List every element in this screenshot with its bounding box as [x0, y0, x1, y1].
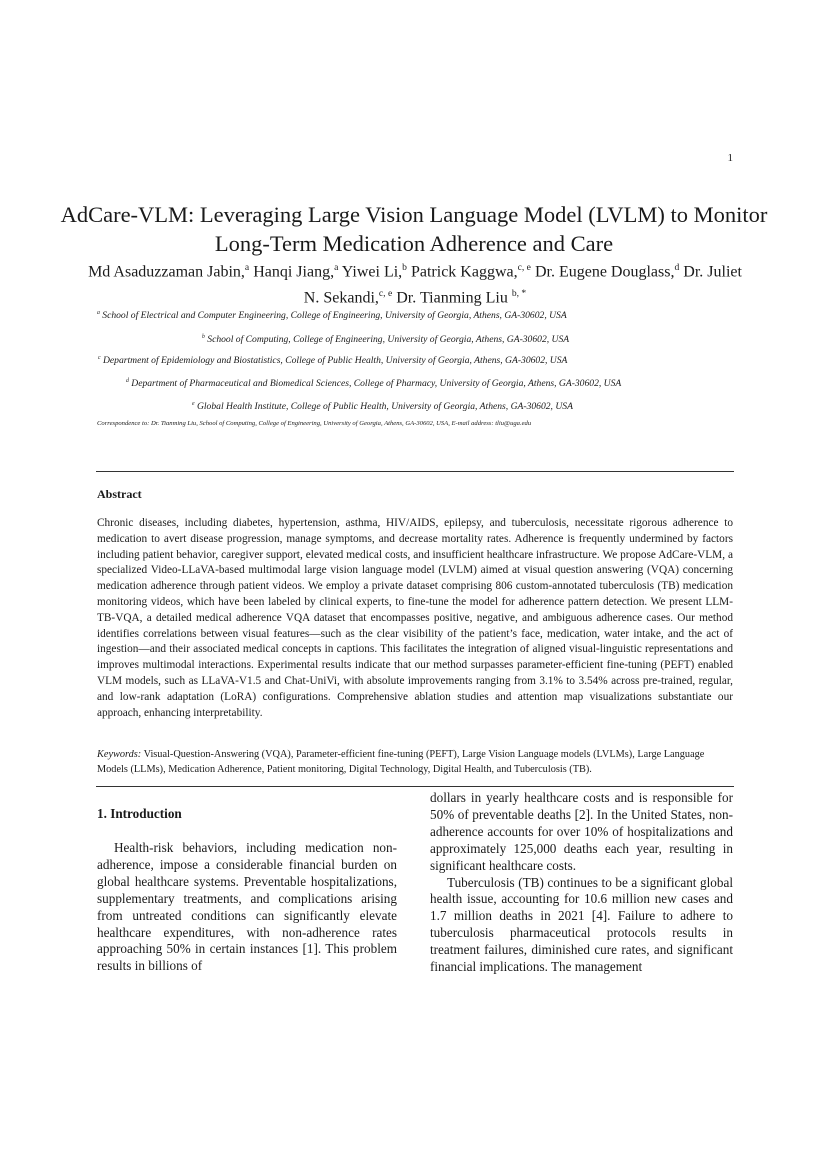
intro-paragraph: Tuberculosis (TB) continues to be a significant global health issue, accounting for 10.6 million new cases and 1.7 million deaths in 2021 [4]. Failure to adhere to tuberculosis pharmaceutical protocols results in treatment failures, diminished cure rates, and significant financial implications. The management — [430, 874, 733, 975]
affiliation — [192, 401, 573, 412]
author-name: Md Asaduzzaman Jabin, — [88, 263, 245, 281]
affiliation-mark: b — [202, 334, 205, 340]
keywords-text: Visual-Question-Answering (VQA), Parameter-efficient fine-tuning (PEFT), Large Vision Language models (LVLMs), Large Language Models (LLMs), Medication Adherence, Patient monitoring, Digital Technology, Digital Health, and Tuberculosis (TB). — [97, 749, 705, 775]
affiliation-text: School of Electrical and Computer Engineering, College of Engineering, University of Georgia, Athens, GA-30602, USA — [99, 310, 567, 322]
author-affiliation-mark: a — [334, 262, 339, 273]
affiliation-mark: e — [192, 401, 195, 407]
section-heading: 1. Introduction — [97, 806, 182, 821]
author-affiliation-mark: a — [244, 262, 250, 273]
author-affiliation-mark: c, e — [517, 262, 531, 273]
intro-right-column — [430, 790, 733, 976]
affiliation-mark: a — [97, 310, 100, 316]
author-name: Dr. Juliet N. Sekandi, — [303, 263, 742, 307]
affiliation — [97, 310, 567, 321]
paper-title: AdCare-VLM: Leveraging Large Vision Language Model (LVLM) to Monitor Long-Term Medication Adherence and Care — [60, 202, 768, 256]
author-name: Patrick Kaggwa, — [410, 263, 518, 281]
author-affiliation-mark: c, e — [378, 288, 393, 300]
intro-paragraph: dollars in yearly healthcare costs and is responsible for 50% of preventable deaths [2]. In the United States, non-adherence accounts for over 10% of hospitalizations and approximately 125,000 deaths each year, resulting in significant healthcare costs. — [430, 790, 733, 873]
keywords-label: Keywords: — [97, 749, 142, 760]
abstract-body: Chronic diseases, including diabetes, hypertension, asthma, HIV/AIDS, epilepsy, and tuberculosis, necessitate rigorous adherence to medication to avert disease progression, manage symptoms, and decrease mortality rates. Adherence is frequently undermined by factors including patient behavior, caregiver support, elevated medical costs, and insufficient healthcare infrastructure. We propose AdCare-VLM, a specialized Video-LLaVA-based multimodal large vision language model (LVLM) aimed at visual question answering (VQA) concerning medication adherence through patient videos. We employ a private dataset comprising 806 custom-annotated tuberculosis (TB) medication monitoring videos, which have been labeled by clinical experts, to fine-tune the model for adherence pattern detection. We present LLM-TB-VQA, a detailed medical adherence VQA dataset that encompasses positive, negative, and ambiguous adherence cases. Our method identifies correlations between visual features—such as the clear visibility of the patient’s face, medication, water intake, and the act of ingestion—and their associated medical concepts in captions. This facilitates the integration of aligned visual-linguistic representations and improves multimodal interactions. Experimental results indicate that our method surpasses parameter-efficient fine-tuning (PEFT) enabled VLM models, such as LLaVA-V1.5 and Chat-UniVi, with absolute improvements ranging from 3.1% to 3.54% across pre-trained, regular, and low-rank adaptation (LoRA) configurations. Comprehensive ablation studies and attention map visualizations substantiate our approach, enhancing interpretability. — [97, 517, 733, 719]
keywords — [97, 747, 733, 777]
intro-left-column: Health-risk behaviors, including medication non-adherence, impose a considerable financial burden on global healthcare systems. Preventable hospitalizations, supplementary treatments, and complications arising from untreated conditions can significantly elevate healthcare expenditures, with non-adherence rates approaching 50% in certain instances [1]. This problem results in billions of — [97, 840, 397, 974]
author-affiliation-mark: b — [402, 262, 407, 273]
affiliation — [126, 378, 621, 389]
affiliation-text: School of Computing, College of Engineering, University of Georgia, Athens, GA-30602, USA — [204, 334, 570, 346]
top-divider — [96, 471, 734, 472]
author-name: Yiwei Li, — [341, 263, 403, 281]
author-affiliation-mark: b, * — [511, 288, 527, 300]
affiliation-text: Department of Epidemiology and Biostatistics, College of Public Health, University of Georgia, Athens, GA-30602, USA — [100, 355, 568, 367]
page-number: 1 — [727, 152, 733, 164]
affiliation — [98, 355, 567, 366]
bottom-divider — [96, 786, 734, 787]
affiliation-mark: d — [126, 378, 129, 384]
affiliation-text: Global Health Institute, College of Public Health, University of Georgia, Athens, GA-30602, USA — [194, 401, 573, 413]
author-list — [80, 257, 750, 310]
abstract-heading: Abstract — [97, 487, 142, 501]
author-name: Dr. Eugene Douglass, — [534, 263, 675, 281]
affiliation — [202, 334, 569, 345]
affiliation-text: Department of Pharmaceutical and Biomedical Sciences, College of Pharmacy, University of Georgia, Athens, GA-30602, USA — [128, 378, 622, 390]
author-name: Hanqi Jiang, — [253, 263, 335, 281]
correspondence-note: Correspondence to: Dr. Tianming Liu, School of Computing, College of Engineering, University of Georgia, Athens, GA-30602, USA, E-mail address: tliu@uga.edu — [97, 420, 532, 427]
author-affiliation-mark: d — [674, 262, 680, 273]
affiliation-mark: c — [98, 355, 101, 361]
author-name: Dr. Tianming Liu — [396, 289, 512, 307]
